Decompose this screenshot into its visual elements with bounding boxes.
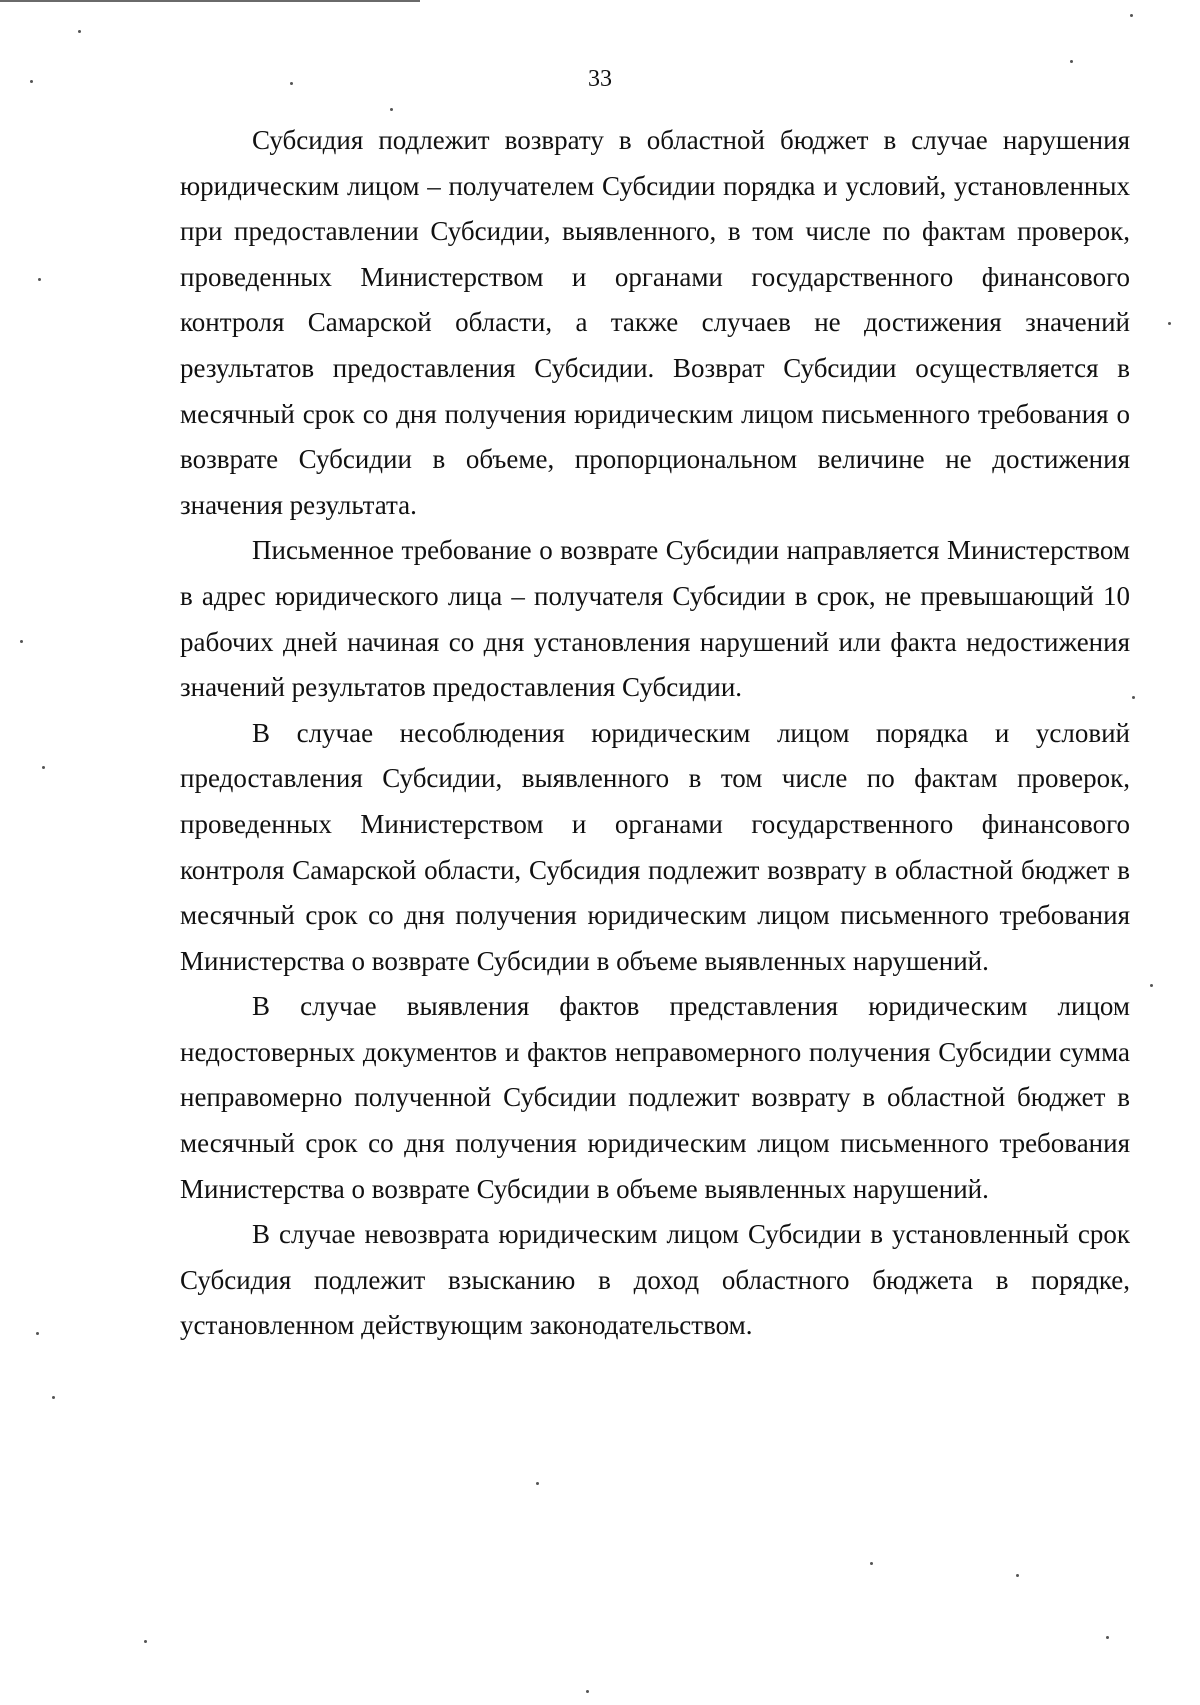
scan-speck [1070, 60, 1073, 63]
paragraph-non-return: В случае невозврата юридическим лицом Субсидии в установленный срок Субсидия подлежит взысканию в доход областного бюджета в порядке, установленном действующим законодательством. [180, 1219, 1130, 1341]
page-number: 33 [588, 66, 612, 92]
scan-speck [144, 1640, 147, 1643]
scan-speck [78, 30, 81, 33]
paragraph-non-compliance: В случае несоблюдения юридическим лицом порядка и условий предоставления Субсидии, выявленного в том числе по фактам проверок, проведенных Министерством и органами государственного финансового контроля Самарской области, Субсидия подлежит возврату в областной бюджет в месячный срок со дня получения юридическим лицом письменного требования Министерства о возврате Субсидии в объеме выявленных нарушений. [180, 717, 1130, 976]
paragraph-false-documents: В случае выявления фактов представления юридическим лицом недостоверных документов и фактов неправомерного получения Субсидии сумма неправомерно полученной Субсидии подлежит возврату в областной бюджет в месячный срок со дня получения юридическим лицом письменного требования Министерства о возврате Субсидии в объеме выявленных нарушений. [180, 991, 1130, 1204]
scan-speck [870, 1562, 873, 1565]
paragraph-subsidy-return-conditions: Субсидия подлежит возврату в областной бюджет в случае нарушения юридическим лицом – получателем Субсидии порядка и условий, установленных при предоставлении Субсидии, выявленного, в том числе по фактам проверок, проведенных Министерством и органами государственного финансового контроля Самарской области, а также случаев не достижения значений результатов предоставления Субсидии. Возврат Субсидии осуществляется в месячный срок со дня получения юридическим лицом письменного требования о возврате Субсидии в объеме, пропорциональном величине не достижения значения результата. [180, 125, 1130, 520]
scan-speck [36, 1332, 39, 1335]
paragraph-written-demand: Письменное требование о возврате Субсидии направляется Министерством в адрес юридического лица – получателя Субсидии в срок, не превышающий 10 рабочих дней начиная со дня установления нарушений или факта недостижения значений результатов предоставления Субсидии. [180, 535, 1130, 703]
scan-speck [1132, 696, 1135, 699]
scan-speck [42, 766, 45, 769]
scan-speck [20, 640, 23, 643]
scan-speck [536, 1482, 539, 1485]
scan-speck [290, 82, 293, 85]
scan-speck [1016, 1574, 1019, 1577]
scan-speck [1168, 322, 1171, 325]
scan-speck [38, 278, 41, 281]
scan-speck [30, 80, 33, 83]
scan-speck [390, 108, 393, 111]
scan-speck [52, 1396, 55, 1399]
scan-edge-rule [0, 0, 420, 2]
scan-speck [1150, 984, 1153, 987]
scan-speck [586, 1690, 589, 1693]
scan-speck [1106, 1636, 1109, 1639]
document-body [180, 118, 1130, 1349]
scan-speck [1130, 14, 1133, 17]
